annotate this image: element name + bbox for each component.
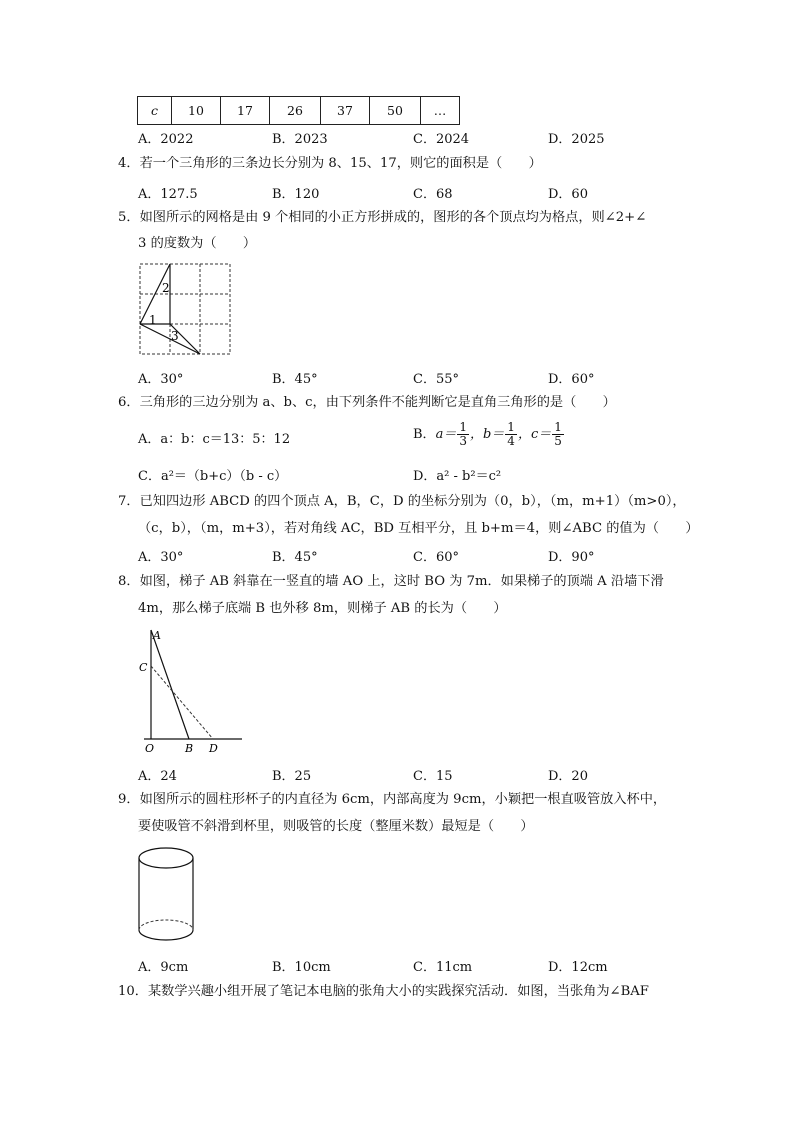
point-label-c: C xyxy=(139,661,148,674)
option-d: D．20 xyxy=(548,769,588,784)
fraction-a xyxy=(457,421,469,448)
table-cell: 37 xyxy=(321,97,370,125)
option-a: A．2022 xyxy=(138,132,194,147)
option-c: C．2024 xyxy=(413,132,470,147)
fraction-denominator: 4 xyxy=(507,434,515,448)
option-d: D．90° xyxy=(548,550,595,565)
question-9-line-2: 要使吸管不斜滑到杯里，则吸管的长度（整厘米数）最短是（ ） xyxy=(138,819,534,834)
cylinder-figure xyxy=(134,842,198,948)
question-5-line-2: 3 的度数为（ ） xyxy=(138,236,257,251)
option-d: D．12cm xyxy=(548,960,608,975)
ladder-figure xyxy=(134,624,246,758)
option-b: B．10cm xyxy=(272,960,331,975)
point-label-b: B xyxy=(185,742,194,755)
option-b: B．2023 xyxy=(272,132,328,147)
option-a: A．127.5 xyxy=(138,187,198,202)
option-d: D．60 xyxy=(548,187,588,202)
angle-label-3: 3 xyxy=(171,329,179,343)
fraction-numerator: 1 xyxy=(554,420,562,434)
option-c: C．55° xyxy=(413,372,459,387)
table-cell: 26 xyxy=(270,97,321,125)
angle-label-1: 1 xyxy=(149,313,157,327)
cylinder-bottom-back xyxy=(139,920,193,930)
ladder-cd xyxy=(151,666,213,739)
option-b: B．45° xyxy=(272,372,318,387)
grid-figure xyxy=(130,258,240,362)
fraction-numerator: 1 xyxy=(459,420,467,434)
point-label-o: O xyxy=(145,742,155,755)
option-d: D．60° xyxy=(548,372,595,387)
fraction-denominator: 5 xyxy=(554,434,562,448)
fraction-c xyxy=(552,421,564,448)
option-a: A．24 xyxy=(138,769,177,784)
option-b: B．45° xyxy=(272,550,318,565)
fraction-denominator: 3 xyxy=(459,434,467,448)
option-a: A．9cm xyxy=(138,960,189,975)
option-c: C．11cm xyxy=(413,960,473,975)
question-8-line-1: 8．如图，梯子 AB 斜靠在一竖直的墙 AO 上，这时 BO 为 7m．如果梯子的顶端 A 沿墙下滑 xyxy=(118,574,664,589)
table-cell: 17 xyxy=(221,97,270,125)
option-c: C．a²＝（b+c）（b - c） xyxy=(138,469,288,484)
angle-label-2: 2 xyxy=(162,281,170,295)
table-cell: 50 xyxy=(370,97,421,125)
sequence-table xyxy=(137,96,460,125)
table-cell: c xyxy=(138,97,172,125)
point-label-d: D xyxy=(209,742,218,755)
option-c: C．68 xyxy=(413,187,453,202)
question-4: 4．若一个三角形的三条边长分别为 8、15、17，则它的面积是（ ） xyxy=(118,156,542,171)
option-b xyxy=(413,421,565,448)
option-b-b: ，b＝ xyxy=(469,427,505,442)
option-d: D．2025 xyxy=(548,132,605,147)
cylinder-top xyxy=(139,848,193,868)
question-7-line-2: （c，b），（m，m+3），若对角线 AC，BD 互相平分，且 b+m＝4，则∠ABC 的值为（ ） xyxy=(138,521,699,536)
question-8-line-2: 4m，那么梯子底端 B 也外移 8m，则梯子 AB 的长为（ ） xyxy=(138,601,507,616)
question-7-line-1: 7．已知四边形 ABCD 的四个顶点 A，B，C，D 的坐标分别为（0，b），（m，m+1）（m>0）， xyxy=(118,494,686,509)
question-5-line-1: 5．如图所示的网格是由 9 个相同的小正方形拼成的，图形的各个顶点均为格点，则∠2+∠ xyxy=(118,210,647,225)
option-b: B．120 xyxy=(272,187,320,202)
question-10-line-1: 10．某数学兴趣小组开展了笔记本电脑的张角大小的实践探究活动．如图，当张角为∠BAF xyxy=(118,984,649,999)
option-a: A．a：b：c＝13：5：12 xyxy=(138,432,291,447)
option-a: A．30° xyxy=(138,372,184,387)
fraction-b xyxy=(505,421,517,448)
grid-lines xyxy=(140,264,230,354)
option-a: A．30° xyxy=(138,550,184,565)
option-d: D．a² - b²＝c² xyxy=(413,469,502,484)
wall-and-ground xyxy=(144,630,242,739)
option-b-c: ，c＝ xyxy=(517,427,552,442)
question-6: 6．三角形的三边分别为 a、b、c，由下列条件不能判断它是直角三角形的是（ ） xyxy=(118,395,616,410)
option-c: C．15 xyxy=(413,769,453,784)
fraction-numerator: 1 xyxy=(507,420,515,434)
table-cell: 10 xyxy=(172,97,221,125)
option-b-prefix: B． xyxy=(413,427,436,442)
point-label-a: A xyxy=(153,629,161,642)
option-c: C．60° xyxy=(413,550,459,565)
table-row xyxy=(138,97,460,125)
ladder-ab xyxy=(151,630,189,739)
table-cell: … xyxy=(421,97,460,125)
cylinder-bottom-front xyxy=(139,930,193,940)
option-b: B．25 xyxy=(272,769,312,784)
option-b-a: a＝ xyxy=(435,427,457,442)
question-9-line-1: 9．如图所示的圆柱形杯子的内直径为 6cm，内部高度为 9cm，小颖把一根直吸管放入杯中， xyxy=(118,792,667,807)
